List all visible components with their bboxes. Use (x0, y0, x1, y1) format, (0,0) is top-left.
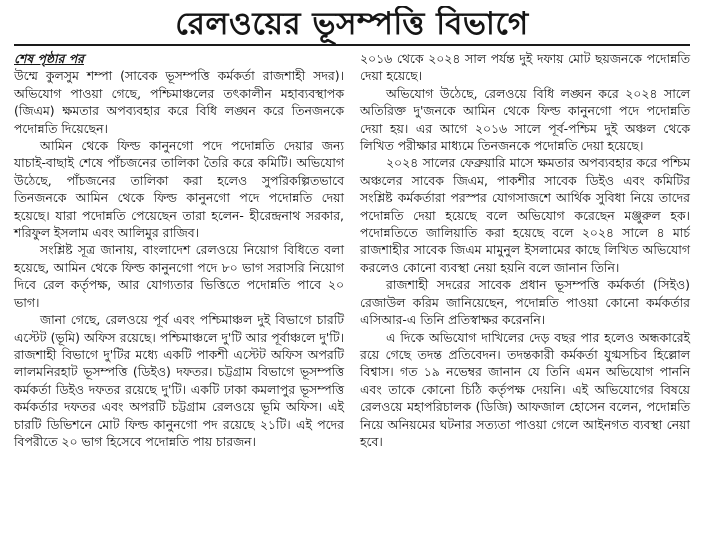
paragraph: জানা গেছে, রেলওয়ে পূর্ব এবং পশ্চিমাঞ্চল দুই বিভাগে চারটি এস্টেট (ভূমি) অফিস রয়েছে। পশ্চিমাঞ্চলে দু'টি আর পূর্বাঞ্চলে দু'টি। রাজশাহী বিভাগে দু'টির মধ্যে একটি পাকশী এস্টেট অফিস অপরটি লালমনিরহাট ভূসম্পত্তি (ডিইও) দফতর। চট্টগ্রাম বিভাগে ভূসম্পত্তি কর্মকর্তা ডিইও দফতর রয়েছে দু'টি। একটি ঢাকা কমলাপুর ভূসম্পত্তি কর্মকর্তার দফতর এবং অপরটি চট্টগ্রাম রেলওয়ে ভূমি অফিস। এই চারটি ডিভিশনে মোট ফিল্ড কানুনগো পদ রয়েছে ২১টি। এই পদের বিপরীতে ২০ ভাগ হিসেবে পদোন্নতি পায় চারজন। (14, 312, 344, 449)
headline: রেলওয়ের ভূসম্পত্তি বিভাগে (175, 6, 529, 42)
paragraph: অভিযোগ উঠেছে, রেলওয়ে বিধি লঙ্ঘন করে ২০২৪ সালে অতিরিক্ত দু'জনকে আমিন থেকে ফিল্ড কানুনগো পদে পদোন্নতি দেয়া হয়। এর আগে ২০১৬ সালে পূর্ব-পশ্চিম দুই অঞ্চল থেকে লিখিত পরীক্ষার মাধ্যমে তিনজনকে পদোন্নতি দেয়া হয়েছে। (360, 85, 690, 154)
left-column (14, 50, 344, 450)
paragraph: উম্মে কুলসুম শম্পা (সাবেক ভূসম্পত্তি কর্মকর্তা রাজশাহী সদর)। অভিযোগ পাওয়া গেছে, পশ্চিমাঞ্চলের তৎকালীন মহাব্যবস্থাপক (জিএম) ক্ষমতার অপব্যবহার করে বিধি লঙ্ঘন করে তিনজনকে পদোন্নতি দিয়েছেন। (14, 68, 344, 136)
paragraph: ২০২৪ সালের ফেব্রুয়ারি মাসে ক্ষমতার অপব্যবহার করে পশ্চিম অঞ্চলের সাবেক জিএম, পাকশীর সাবেক ডিইও এবং কমিটির সংশ্লিষ্ট কর্মকর্তারা পরস্পর যোগসাজশে আর্থিক সুবিধা নিয়ে তাদের পদোন্নতি দেয়া হয়েছে বলে অভিযোগ করেছেন মঞ্জুরুল হক। পদোন্নতিতে জালিয়াতি করা হয়েছে বলে ২০২৪ সালে ৪ মার্চ রাজশাহীর সাবেক জিএম মামুনুল ইসলামের কাছে লিখিত অভিযোগ করলেও কোনো ব্যবস্থা নেয়া হয়নি বলে জানান তিনি। (360, 155, 690, 275)
paragraph: সংশ্লিষ্ট সূত্র জানায়, বাংলাদেশ রেলওয়ে নিয়োগ বিধিতে বলা হয়েছে, আমিন থেকে ফিল্ড কানুনগো পদে ৮০ ভাগ সরাসরি নিয়োগ দিবে রেল কর্তৃপক্ষ, আর যোগ্যতার ভিত্তিতে পদোন্নতি পাবে ২০ ভাগ। (14, 242, 344, 310)
continued-from-label: শেষ পৃষ্ঠার পর (14, 51, 84, 66)
paragraph: আমিন থেকে ফিল্ড কানুনগো পদে পদোন্নতি দেয়ার জন্য যাচাই-বাছাই শেষে পাঁচজনের তালিকা তৈরি করে কমিটি। অভিযোগ উঠেছে, পাঁচজনের তালিকা করা হলেও সুপরিকল্পিতভাবে তিনজনকে আমিন থেকে ফিল্ড কানুনগো পদে পদোন্নতি দেয়া হয়েছে। যারা পদোন্নতি পেয়েছেন তারা হলেন- হীরেন্দ্রনাথ সরকার, শরিফুল ইসলাম এবং আলিমুর রাজিব। (14, 138, 344, 241)
paragraph: রাজশাহী সদরের সাবেক প্রধান ভূসম্পত্তি কর্মকর্তা (সিইও) রেজাউল করিম জানিয়েছেন, পদোন্নতি পাওয়া কোনো কর্মকর্তার এসিআর-এ তিনি প্রতিস্বাক্ষর করেননি। (360, 277, 690, 328)
article-body (14, 50, 690, 450)
headline-divider (14, 44, 690, 46)
paragraph: ২০১৬ থেকে ২০২৪ সাল পর্যন্ত দুই দফায় মোট ছয়জনকে পদোন্নতি দেয়া হয়েছে। (360, 51, 690, 84)
right-column (360, 50, 690, 450)
paragraph: এ দিকে অভিযোগ দাখিলের দেড় বছর পার হলেও অন্ধকারেই রয়ে গেছে তদন্ত প্রতিবেদন। তদন্তকারী কর্মকর্তা যুগ্মসচিব হিল্লোল বিশ্বাস। গত ১৯ নভেম্বর জানান যে তিনি এমন অভিযোগ পাননি এবং তাকে কোনো চিঠি কর্তৃপক্ষ দেয়নি। এই অভিযোগের বিষয়ে রেলওয়ে মহাপরিচালক (ডিজি) আফজাল হোসেন বলেন, পদোন্নতি নিয়ে অনিয়মের ঘটনার সত্যতা পাওয়া গেলে আইনগত ব্যবস্থা নেয়া হবে। (360, 329, 690, 449)
